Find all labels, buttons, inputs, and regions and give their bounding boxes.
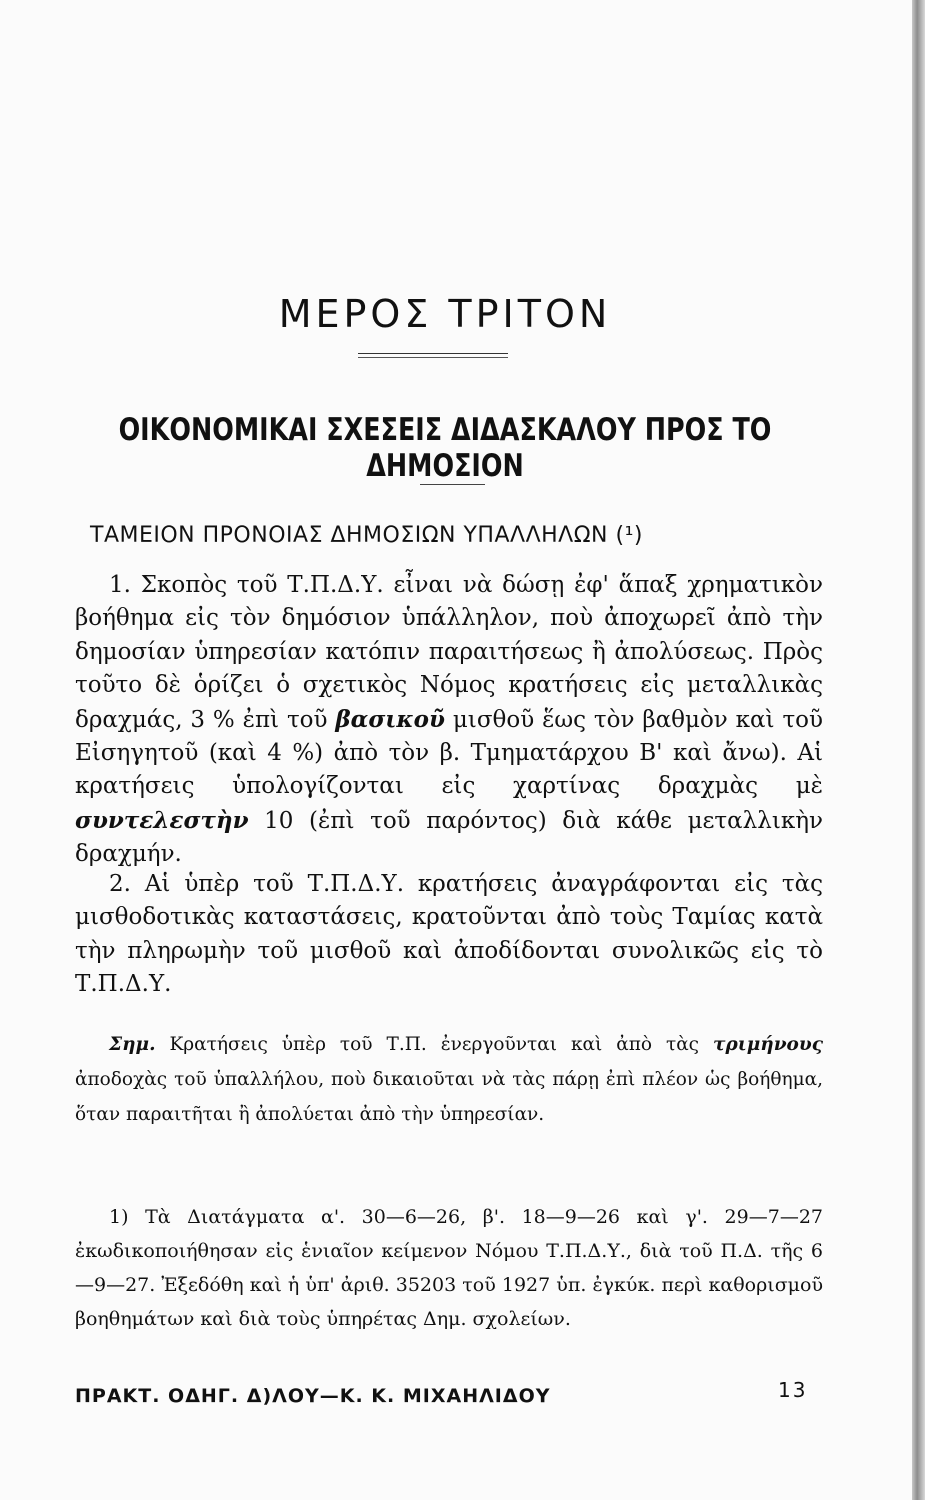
paragraph-2: 2. Αἱ ὑπὲρ τοῦ Τ.Π.Δ.Υ. κρατήσεις ἀναγράφονται εἰς τὰς μισθοδοτικὰς καταστάσεις, κρατοῦνται ἀπὸ τοὺς Ταμίας κατὰ τὴν πληρωμὴν τοῦ μισθοῦ καὶ ἀποδίδονται συνολικῶς εἰς τὸ Τ.Π.Δ.Υ. — [75, 871, 823, 998]
subtitle-divider — [420, 484, 485, 485]
paragraph-1-part1: 1. Σκοπὸς τοῦ Τ.Π.Δ.Υ. εἶναι νὰ δώσῃ ἐφ' ἅπαξ χρηματικὸν βοήθημα εἰς τὸν δημόσιον ὑπάλληλον, ποὺ ἀποχωρεῖ ἀπὸ τὴν δημοσίαν ὑπηρεσίαν κατόπιν παραιτήσεως ἢ ἀπολύσεως. Πρὸς τοῦτο δὲ ὁρίζει ὁ σχετικὸς Νόμος κρατήσεις εἰς μεταλλικὰς δραχμάς, 3 % ἐπὶ τοῦ — [75, 572, 823, 733]
emphasis-basic: βασικοῦ — [335, 705, 445, 733]
page-edge — [912, 0, 925, 1500]
chapter-subtitle: ΟΙΚΟΝΟΜΙΚΑΙ ΣΧΕΣΕΙΣ ΔΙΔΑΣΚΑΛΟΥ ΠΡΟΣ ΤΟ ΔΗΜΟΣΙΟΝ — [118, 412, 772, 484]
running-footer: ΠΡΑΚΤ. ΟΔΗΓ. Δ)ΛΟΥ—Κ. Κ. ΜΙΧΑΗΛΙΔΟΥ — [75, 1385, 551, 1407]
note-paragraph — [75, 1027, 823, 1132]
note-emphasis: τριμήνους — [713, 1034, 823, 1055]
section-heading: ΤΑΜΕΙΟΝ ΠΡΟΝΟΙΑΣ ΔΗΜΟΣΙΩΝ ΥΠΑΛΛΗΛΩΝ (¹) — [90, 523, 643, 548]
title-divider — [358, 353, 508, 358]
note-part2: ἀποδοχὰς τοῦ ὑπαλλήλου, ποὺ δικαιοῦται νὰ τὰς πάρῃ ἐπὶ πλέον ὡς βοήθημα, ὅταν παραιτῆται ἢ ἀπολύεται ἀπὸ τὴν ὑπηρεσίαν. — [75, 1069, 823, 1125]
paragraph-1-part3: 10 (ἐπὶ τοῦ παρόντος) διὰ κάθε μεταλλικὴν δραχμήν. — [75, 807, 823, 868]
paragraph-1-part2: μισθοῦ ἕως τὸν βαθμὸν καὶ τοῦ Εἰσηγητοῦ (καὶ 4 %) ἀπὸ τὸν β. Τμηματάρχου Β' καὶ ἄνω). Αἱ κρατήσεις ὑπολογίζονται εἰς χαρτίνας δραχμὰς μὲ — [75, 706, 823, 800]
footnote: 1) Τὰ Διατάγματα α'. 30—6—26, β'. 18—9—26 καὶ γ'. 29—7—27 ἐκωδικοποιήθησαν εἰς ἑνιαῖον κείμενον Νόμου Τ.Π.Δ.Υ., διὰ τοῦ Π.Δ. τῆς 6—9—27. Ἐξεδόθη καὶ ἡ ὑπ' ἀριθ. 35203 τοῦ 1927 ὑπ. ἐγκύκ. περὶ καθορισμοῦ βοηθημάτων καὶ διὰ τοὺς ὑπηρέτας Δημ. σχολείων. — [75, 1206, 823, 1330]
note-part1: Κρατήσεις ὑπὲρ τοῦ Τ.Π. ἐνεργοῦνται καὶ ἀπὸ τὰς — [169, 1034, 700, 1055]
part-title: ΜΕΡΟΣ ΤΡΙΤΟΝ — [278, 292, 612, 336]
emphasis-coefficient: συντελεστὴν — [75, 806, 249, 834]
page-number: 13 — [778, 1378, 808, 1402]
note-label: Σημ. — [109, 1034, 156, 1055]
paragraph-1 — [75, 569, 823, 872]
